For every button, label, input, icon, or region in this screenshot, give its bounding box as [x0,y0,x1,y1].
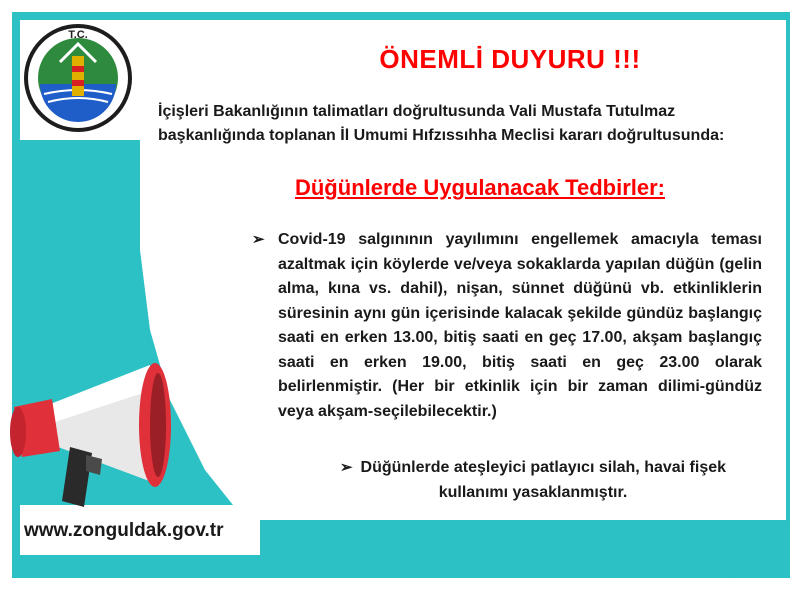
measure-text: Düğünlerde ateşleyici patlayıcı silah, havai fişek kullanımı yasaklanmıştır. [360,459,727,501]
megaphone-icon [0,335,260,535]
arrow-bullet-icon: ➢ [339,459,353,476]
announcement-title: ÖNEMLİ DUYURU !!! [379,44,641,74]
svg-text:T.C.: T.C. [68,29,88,41]
sound-lines-icon [175,335,252,429]
website-link[interactable]: www.zonguldak.gov.tr [24,520,224,541]
intro-text: İçişleri Bakanlığının talimatları doğrultusunda Vali Mustafa Tutulmaz başkanlığında toplanan İl Umumi Hıfzıssıhha Meclisi kararı doğrultusunda: [158,103,725,144]
measure-item [252,228,762,424]
measures-subtitle: Düğünlerde Uygulanacak Tedbirler: [294,175,665,200]
measure-text: Covid-19 salgınının yayılımını engellemek amacıyla teması azaltmak için köylerde ve/veya sokaklarda yapılan düğün (gelin alma, kına vs. dahil), nişan, sünnet düğünü vb. etkinliklerin süresinin aynı gün içerisinde kalacak şekilde gündüz başlangıç saati en erken 13.00, bitiş saati en geç 17.00, akşam başlangıç saati en erken 19.00, bitiş saati en geç 23.00 olarak belirlenmiştir. (Her bir etkinlik için bir zaman dilimi-gündüz veya akşam-seçilebilecektir.) [278,231,762,420]
measure-item [318,456,748,505]
logo-emblem [22,22,134,134]
arrow-bullet-icon: ➢ [252,231,265,248]
